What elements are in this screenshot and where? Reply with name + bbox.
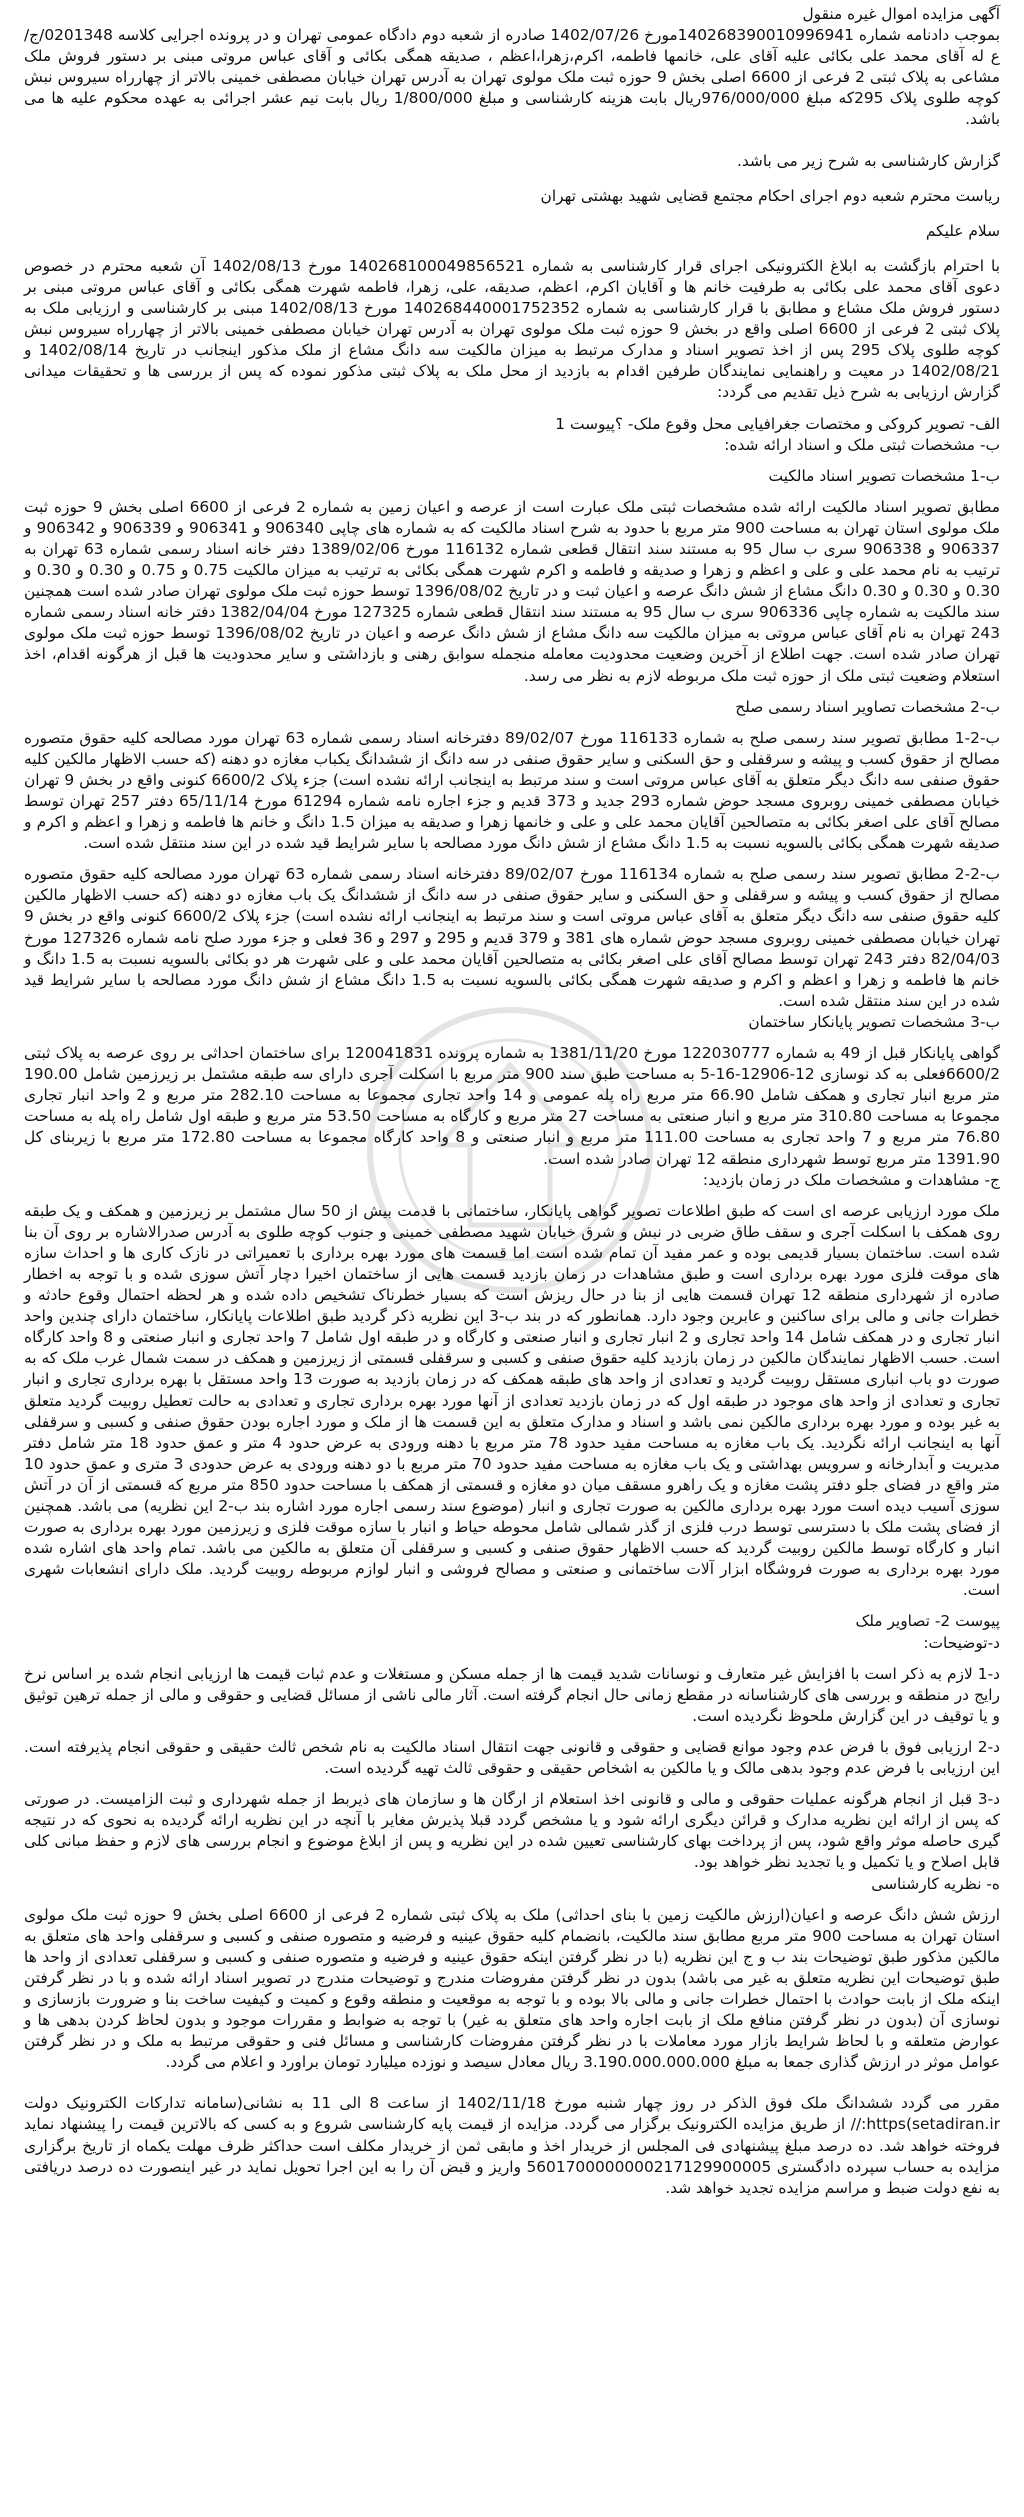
section-b1-text: مطابق تصویر اسناد مالکیت ارائه شده مشخصات ثبتی ملک عبارت است از عرصه و اعیان زمین به شماره 2 فرعی از 6600 اصلی بخش 9 حوزه ثبت ملک مولوی استان تهران به مساحت 900 متر مربع با حدود به شرح اسناد مالکیت که به شماره های چاپی 906340 و 906341 و 906339 و 906342 و 906337 و 906338 سری ب سال 95 به مستند سند انتقال قطعی شماره 116132 مورخ 1389/02/06 دفتر خانه اسناد رسمی شماره 63 تهران به ترتیب به نام محمد علی و علی و اعظم و زهرا و صدیقه و فاطمه و اکرم شهرت همگی بکائی به ترتیب به میزان مالکیت 0.75 و 0.75 و 0.30 و 0.30 و 0.30 و 0.30 و 0.30 دانگ مشاع از شش دانگ عرصه و اعیان ثبت و در تاریخ 1396/08/02 توسط حوزه ثبت ملک مولوی تهران صادر شده است همچنین سند مالکیت به شماره چاپی 906336 سری ب سال 95 به مستند سند انتقال قطعی شماره 127325 مورخ 1382/04/04 دفتر خانه اسناد رسمی شماره 243 تهران به نام آقای عباس مروتی به میزان مالکیت سه دانگ مشاع از شش دانگ عرصه و اعیان در تاریخ 1396/08/02 توسط حوزه ثبت ملک مولوی تهران صادر شده است. جهت اطلاع از آخرین وضعیت محدودیت معامله منجمله سوابق رهنی و بازداشتی و سایر محدودیت ها قبل از هرگونه اقدام، اخذ استعلام وضعیت ثبتی ملک از حوزه ثبت ملک مربوطه لازم به نظر می رسد. [24, 497, 1001, 685]
section-b2-heading: ب-2 مشخصات تصاویر اسناد رسمی صلح [735, 697, 1000, 716]
section-a-heading: الف- تصویر کروکی و مختصات جغرافیایی محل وقوع ملک- ؟پیوست 1 [555, 414, 1000, 433]
greeting: سلام علیکم [925, 221, 1000, 240]
section-d-3-text: د-3 قبل از انجام هرگونه عملیات حقوقی و مالی و قانونی اخذ استعلام از ارگان ها و سازمان های ذیربط از جمله شهرداری و ثبت الزامیست. در صورتی که پس از ارائه این نظریه مدارک و قرائن دیگری ارائه شود و یا مشخص گردد قبلا پذیرش مغایر با آنچه در این نظریه ارائه گردیده به نحوی که در نتیجه گیری حاصله موثر واقع شود، پس از پرداخت بهای کارشناسی تعیین شده در این نظریه و پس از ابلاغ موضوع و انجام بررسی های لازم و حفظ مبانی کلی قابل اصلاح و یا تکمیل و یا تجدید نظر خواهد بود. [24, 1790, 1000, 1872]
appendix-2-heading: پیوست 2- تصاویر ملک [855, 1612, 1000, 1631]
notice-intro: بموجب دادنامه شماره 140268390010996941مورخ 1402/07/26 صادره از شعبه دوم دادگاه عمومی تهران و در پرونده اجرایی کلاسه 0201348/ج/ع له آقای محمد علی بکائی علیه آقای علی، خانمها فاطمه، اکرم،زهرا،اعظم ، صدیقه همگی بکائی و آقای عباس مروتی مبنی بر دستور فروش ملک مشاعی به پلاک ثبتی 2 فرعی از 6600 اصلی بخش 9 حوزه ثبت ملک مولوی تهران به آدرس تهران خیابان مصطفی خمینی بالاتر از چهارراه سیروس نبش کوچه طلوی پلاک 295که مبلغ 976/000/000ریال بابت هزینه کارشناسی و مبلغ 1/800/000 ریال بابت نیم عشر اجرائی به عهده محکوم علیه ها می باشد. [24, 26, 1001, 129]
opening-paragraph: با احترام بازگشت به ابلاغ الکترونیکی اجرای قرار کارشناسی به شماره 140268100049856521 مورخ 1402/08/13 آن شعبه محترم در خصوص دعوی آقای محمد علی بکائی به طرفیت خانم ها و آقایان اکرم، اعظم، صدیقه، علی، زهرا، فاطمه شهرت همگی بکائی و آقای عباس مروتی مبنی بر دستور فروش ملک مشاع و مطابق با قرار کارشناسی به شماره 140268440001752352 مورخ 1402/08/13 مبنی بر کارشناسی و ارزیابی ملک به پلاک ثبتی 2 فرعی از 6600 اصلی واقع در بخش 9 حوزه ثبت ملک مولوی تهران به آدرس تهران خیابان مصطفی خمینی بالاتر از چهارراه سیروس نبش کوچه طلوی پلاک 295 پس از اخذ تصویر اسناد و مدارک مرتبط به میزان مالکیت سه دانگ مشاع از ملک مذکور اینجانب در تاریخ 1402/08/14 و 1402/08/21 در معیت و راهنمایی نمایندگان طرفین اقدام به بازدید از محل ملک به پلاک ثبتی مذکور نموده که پس از بررسی ها و تحقیقات میدانی گزارش ارزیابی به شرح ذیل تقدیم می گردد: [24, 256, 1001, 402]
section-b3-text: گواهی پایانکار قبل از 49 به شماره 122030777 مورخ 1381/11/20 به شماره پرونده 120041831 برای ساختمان احداثی بر روی عرصه به پلاک ثبتی 6600/2فعلی به کد نوسازی 12-12906-16-5 به مساحت طبق سند 900 متر مربع با اسکلت آجری دارای سه طبقه مشتمل بر زیرزمین شامل 190.00 متر مربع انبار تجاری و همکف شامل 66.90 متر مربع راه پله عمومی و 14 واحد تجاری مجموعا به مساحت 282.10 متر مربع و 2 واحد انبار تجاری مجموعا به مساحت 310.80 متر مربع و انبار صنعتی به مساحت 27 متر مربع و کارگاه به مساحت 53.50 متر مربع و طبقه اول شامل راه پله به مساحت 76.80 متر مربع و 7 واحد تجاری به مساحت 111.00 متر مربع و انبار صنعتی و 8 واحد کارگاه مجموعا به مساحت 172.80 متر مربع با زیربنای کل 1391.90 متر مربع توسط شهرداری منطقه 12 تهران صادر شده است. [24, 1044, 1001, 1168]
section-b2-2-text: ب-2-2 مطابق تصویر سند رسمی صلح به شماره 116134 مورخ 89/02/07 دفترخانه اسناد رسمی شماره 63 تهران مورد مصالحه کلیه حقوق متصوره مصالح از حقوق کسب و پیشه و سرقفلی و حق السکنی و سایر حقوق صنفی در سه دانگ از ششدانگ یک باب مغازه دو دهنه (که حسب الاظهار مالکین کلیه حقوق صنفی سه دانگ دیگر متعلق به آقای عباس مروتی است و سند مرتبط به اینجانب ارائه نشده است) جزء پلاک 6600/2 کنونی واقع در بخش 9 تهران خیابان مصطفی خمینی روبروی مسجد حوض شماره های 381 و 379 قدیم و 295 و 297 و 36 فعلی و جزء مورد صلح نامه شماره 127326 مورخ 82/04/03 دفتر 243 تهران توسط مصالح آقای علی اصغر بکائی به متصالحین آقایان محمد علی و علی شهرت هر دو بکائی بالسویه نسبت به 1.5 دانگ و خانم ها فاطمه و زهرا و اعظم و اکرم و صدیقه شهرت همگی بکائی بالسویه نسبت به 1.5 دانگ مشاع از شش دانگ مورد مصالحه با سایر شرایط قید شده در این سند منتقل شده است. [24, 865, 1001, 1010]
report-intro: گزارش کارشناسی به شرح زیر می باشد. [736, 151, 1000, 170]
section-b2-1-text: ب-2-1 مطابق تصویر سند رسمی صلح به شماره 116133 مورخ 89/02/07 دفترخانه اسناد رسمی شماره 63 تهران مورد مصالحه کلیه حقوق متصوره مصالح از حقوق کسب و پیشه و سرقفلی و حق السکنی و سایر حقوق صنفی در سه دانگ از ششدانگ یکباب مغازه دو دهنه (که حسب الاظهار مالکین کلیه حقوق صنفی سه دانگ دیگر متعلق به آقای عباس مروتی است و سند مرتبط به اینجانب ارائه نشده است) جزء پلاک 6600/2 کنونی واقع در بخش 9 تهران خیابان مصطفی خمینی روبروی مسجد حوض شماره 293 جدید و 373 قدیم و جزء اجاره نامه شماره 61294 مورخ 65/11/14 دفتر 257 تهران توسط مصالح آقای علی اصغر بکائی به متصالحین آقایان محمد علی و علی و خانمها زهرا و صدیقه به میزان 1.5 دانگ و خانم ها فاطمه و زهرا و اعظم و اکرم و صدیقه شهرت همگی بکائی بالسویه نسبت به 1.5 دانگ مشاع از شش دانگ مورد مصالحه با سایر شرایط قید شده در این سند منتقل شده است. [24, 728, 1000, 853]
section-b3-heading: ب-3 مشخصات تصویر پایانکار ساختمان [748, 1012, 1000, 1031]
section-d-2-text: د-2 ارزیابی فوق با فرض عدم وجود موانع قضایی و حقوقی و قانونی جهت انتقال اسناد مالکیت به نام شخص ثالث حقیقی و حقوقی انجام پذیرفته است. این ارزیابی با فرض عدم وجود بدهی مالک و یا مالکین به اشخاص حقیقی و حقوقی ثالث تهیه گردیده است. [24, 1737, 1000, 1778]
notice-title: آگهی مزایده اموال غیره منقول [802, 5, 1000, 23]
addressee: ریاست محترم شعبه دوم اجرای احکام مجتمع قضایی شهید بهشتی تهران [540, 186, 1000, 205]
section-b1-heading: ب-1 مشخصات تصویر اسناد مالکیت [768, 466, 1000, 485]
section-b-heading: ب- مشخصات ثبتی ملک و اسناد ارائه شده: [724, 435, 1000, 454]
section-e-text: ارزش شش دانگ عرصه و اعیان(ارزش مالکیت زمین با بنای احداثی) ملک به پلاک ثبتی شماره 2 فرعی از 6600 اصلی بخش 9 حوزه ثبت ملک مولوی استان تهران به مساحت 900 متر مربع مطابق سند مالکیت، بانضمام کلیه حقوق عینیه و فرضیه و متصوره صنفی و کسبی و سرقفلی واحد های متعلق به مالکین مذکور طبق توضیحات بند ب و ج این نظریه (با در نظر گرفتن اینکه حقوق عینیه و فرضیه و متصوره صنفی و کسبی و سرقفلی تعدادی از واحد ها طبق توضیحات این نظریه متعلق به غیر می باشد) بدون در نظر گرفتن مفروضات مندرج و توضیحات مندرج در تصویر اسناد ارائه شده و با در نظر گرفتن اینکه ملک از بابت حوادث با احتمال خطرات جانی و مالی بالا بوده و با توجه به موقعیت و منطقه وقوع و کمیت و کیفیت ساخت بنا و ضرورت بازسازی و نوسازی آن (بدون در نظر گرفتن منافع ملک از بابت اجاره واحد های متعلق به غیر) با توجه به ضوابط و مقررات موجود و بدون لحاظ کردن بدهی ها و عوارض متعلقه و با لحاظ شرایط بازار مورد معاملات با در نظر گرفتن مفروضات کارشناسی و مسائل فنی و حقوقی مرتبط به ملک و در نظر گرفتن عوامل موثر در ارزش گذاری جمعا به مبلغ 3.190.000.000.000 ریال معادل سیصد و نوزده میلیارد تومان براورد و اعلام می گردد. [24, 1905, 1001, 2072]
section-c-heading: ج- مشاهدات و مشخصات ملک در زمان بازدید: [702, 1170, 1000, 1189]
section-c-text: ملک مورد ارزیابی عرصه ای است که طبق اطلاعات تصویر گواهی پایانکار، ساختمانی با قدمت بیش از 50 سال مشتمل بر زیرزمین و همکف و یک طبقه روی همکف با اسکلت آجری و سقف طاق ضربی در نبش و شرق خیابان شهید مصطفی خمینی و جنوب کوچه طلوی به آدرس صدرالاشاره بر روی آن بنا شده است. ساختمان بسیار قدیمی بوده و عمر مفید آن تمام شده است اما قسمت های مورد بهره برداری با تعمیراتی در نازک کاری ها و احداث سازه های موقت فلزی مورد بهره برداری است و طبق مشاهدات در زمان بازدید قسمت هایی از ساختمان اخیرا دچار آتش سوزی شده و با توجه به اخطار صادره از شهرداری منطقه 12 تهران قسمت هایی از بنا در حال ریزش است که بسیار خطرناک تشخیص داده شده و هر لحظه احتمال وقوع حادثه و خطرات جانی و مالی برای ساکنین و عابرین وجود دارد. همانطور که در بند ب-3 این نظریه ذکر گردید طبق اطلاعات پایانکار، ساختمان دارای چندین واحد انبار تجاری و در همکف شامل 14 واحد تجاری و 2 انبار تجاری و انبار صنعتی و کارگاه و در طبقه اول شامل 7 واحد تجاری و انبار صنعتی و 8 واحد کارگاه است. حسب الاظهار نمایندگان مالکین در زمان بازدید کلیه حقوق صنفی و کسبی و سرقفلی قسمتی از زیرزمین و همکف در سمت شمال غرب ملک که به صورت دو باب انباری مستقل روبیت گردید و تعدادی از واحد های طبقه همکف که در زمان بازدید به صورت 13 واحد مستقل با بهره برداری تجاری و انبار تجاری و تعدادی از واحد های موجود در طبقه اول که در زمان بازدید تعدادی از آنها مورد بهره برداری تجاری و تعدادی به حالت تعطیل روبیت گردید متعلق به غیر بوده و مورد بهره برداری مالکین نمی باشد و اسناد و مدارک متعلق به این قسمت ها از ملک و مورد اجاره بودن حقوق صنفی و کسبی و سرقفلی آنها به اینجانب ارائه نگردید. یک باب مغازه به مساحت مفید حدود 78 متر مربع با دهنه ورودی به عرض حدود 4 متر و عمق حدود 18 متر شامل دفتر مدیریت و آبدارخانه و سرویس بهداشتی و یک باب مغازه به مساحت مفید حدود 70 متر مربع با دو دهنه ورودی به عرض حدودی 3 متری و عمق حدود 10 متر واقع در فضای جلو دفتر پشت مغازه و یک راهرو مسقف میان دو مغازه و قسمتی از همکف با مساحت حدود 850 متر مربع که قسمتی از آن در آتش سوزی آسیب دیده است مورد بهره برداری مالکین به صورت تجاری و انبار (موضوع سند رسمی اجاره مورد اشاره بند ب-2 این نظریه) می باشد. همچنین از فضای پشت ملک با دسترسی توسط درب فلزی از گذر شمالی شامل محوطه حیاط و انبار با سازه موقت فلزی و زیرزمین مورد بهره برداری به صورت انبار و کارگاه توسط مالکین روبیت گردید که حسب الاظهار حقوق صنفی و کسبی و سرقفلی آن متعلق به مالکین می باشد. تمام واحد های اشاره شده مورد بهره برداری به صورت فروشگاه ابزار آلات ساختمانی و صنعتی و مصالح فروشی و انبار لوازم مربوطه روبیت گردید. ملک دارای انشعابات شهری است. [24, 1201, 1000, 1600]
section-e-heading: ه- نظریه کارشناسی [871, 1874, 1000, 1893]
section-d-heading: د-توضیحات: [923, 1633, 1000, 1652]
auction-paragraph: مقرر می گردد ششدانگ ملک فوق الذکر در روز چهار شنبه مورخ 1402/11/18 از ساعت 8 الی 11 به نشانی(سامانه تدارکات الکترونیک دولت setadiran.ir)https:// از طریق مزایده الکترونیک برگزار می گردد. مزایده از قیمت پایه کارشناسی شروع و به کسی که بالاترین قیمت را پیشنهاد نماید فروخته خواهد شد. ده درصد مبلغ پیشنهادی فی المجلس از خریدار اخذ و مابقی ثمن از خریدار مکلف است حداکثر ظرف مهلت یکماه از تاریخ برگزاری مزایده به حساب سپرده دادگستری 5601700000000217129900005 واریز و قبض آن را به این اجرا تحویل نماید در غیر اینصورت ده درصد دریافتی به نفع دولت ضبط و مراسم مزایده تجدید خواهد شد. [24, 2094, 1000, 2197]
section-d-1-text: د-1 لازم به ذکر است با افزایش غیر متعارف و نوسانات شدید قیمت ها از جمله مسکن و مستغلات و عدم ثبات قیمت ها ارزیابی انجام شده بر اساس نرخ رایج در منطقه و بررسی های کارشناسانه در مقطع زمانی حال انجام گرفته است. آثار مالی ناشی از مسائل قضایی و حقوقی و مالی از جمله ترهین توثیق و یا توقیف در این گزارش ملحوظ نگردیده است. [24, 1664, 1000, 1725]
